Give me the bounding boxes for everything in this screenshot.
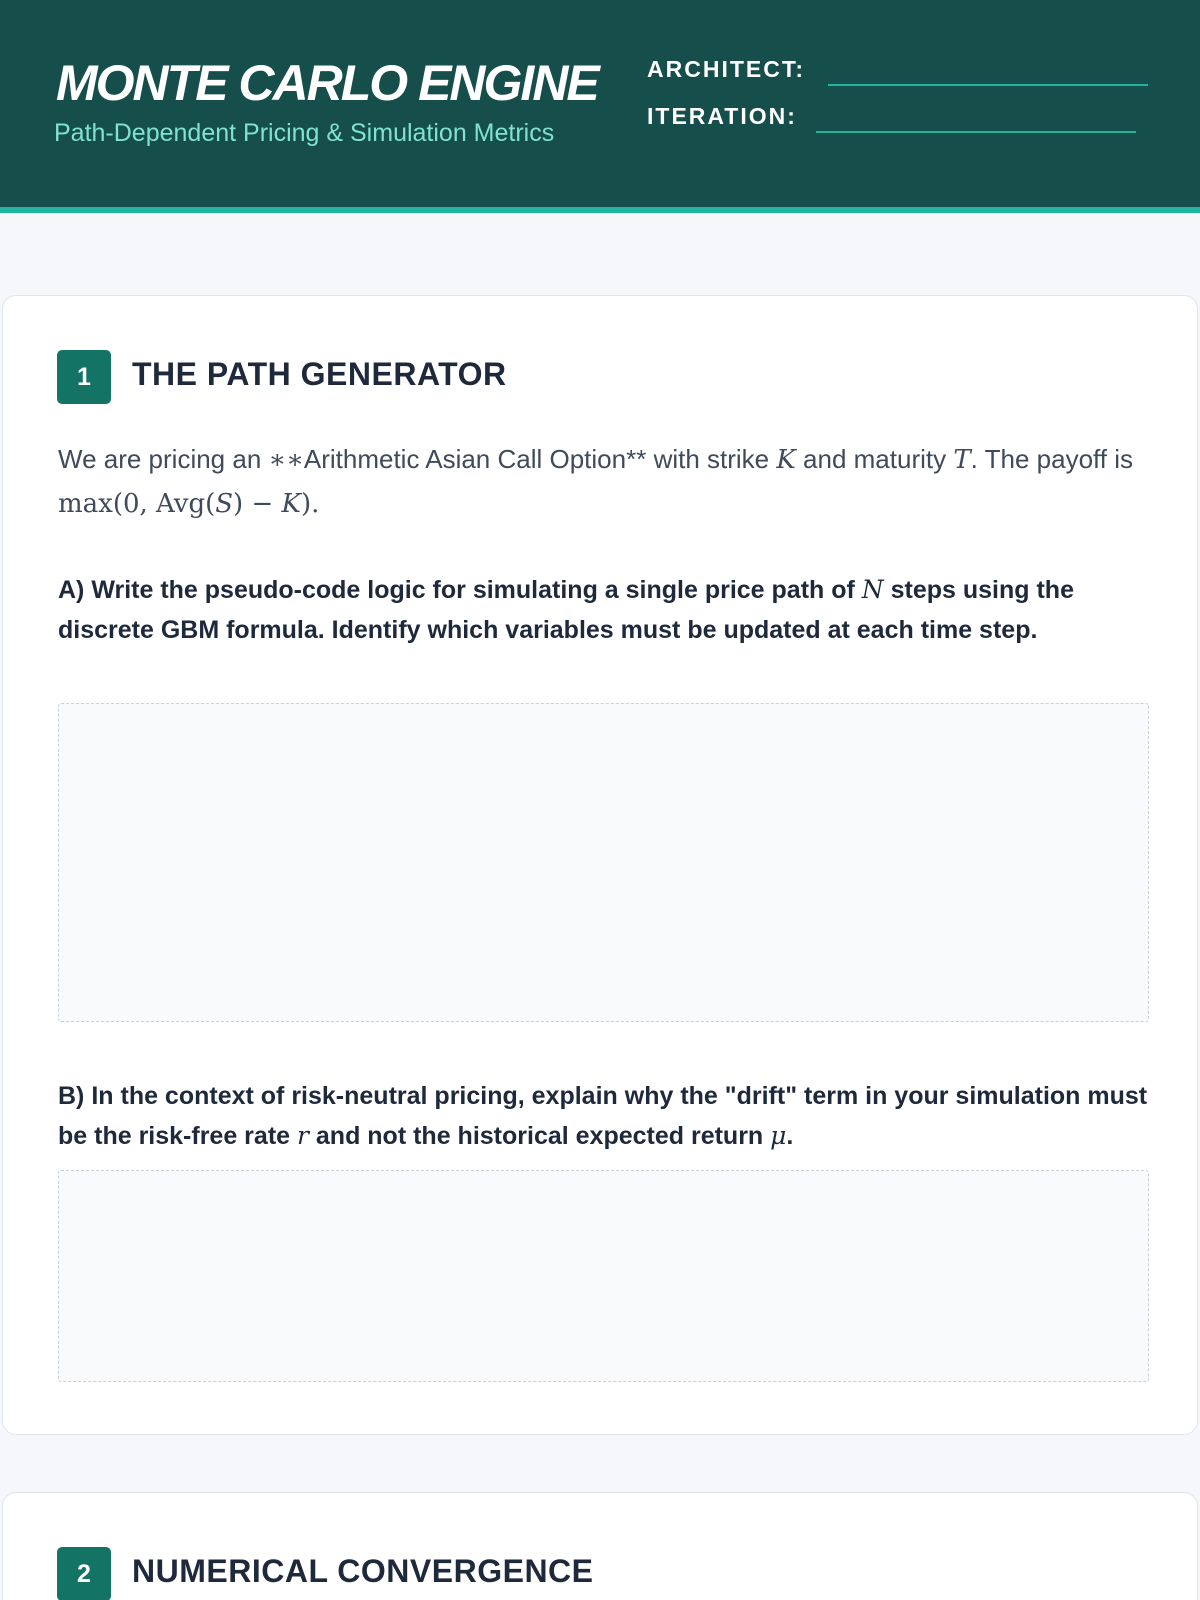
- page-header: [0, 0, 1200, 213]
- math-symbol: K: [776, 445, 796, 475]
- math-symbol: K: [281, 489, 301, 519]
- section-intro: [58, 438, 1148, 526]
- page-subtitle: Path-Dependent Pricing & Simulation Metrics: [54, 119, 555, 147]
- math-symbol: μ: [770, 1121, 787, 1150]
- architect-label: ARCHITECT:: [647, 56, 805, 82]
- page-title: MONTE CARLO ENGINE: [56, 55, 598, 111]
- architect-field[interactable]: [828, 84, 1148, 86]
- question-text: A) Write the pseudo-code logic for simulating a single price path of: [58, 576, 862, 604]
- math-symbol: r: [297, 1121, 309, 1150]
- section-card-2: [2, 1492, 1198, 1600]
- math-symbol: S: [215, 489, 234, 519]
- intro-text: and maturity: [795, 444, 954, 474]
- intro-text: We are pricing an: [58, 444, 269, 474]
- question-text: and not the historical expected return: [308, 1122, 771, 1150]
- payoff-formula: max(0, Avg(: [58, 489, 216, 519]
- section-card-1: [2, 295, 1198, 1435]
- iteration-field[interactable]: [816, 131, 1136, 133]
- payoff-formula: ) −: [233, 489, 282, 519]
- answer-box-a[interactable]: [58, 703, 1149, 1022]
- question-a: [58, 570, 1148, 650]
- section-title: THE PATH GENERATOR: [132, 356, 507, 392]
- question-text: .: [786, 1122, 794, 1150]
- section-number-badge: 2: [57, 1547, 111, 1600]
- iteration-label: ITERATION:: [647, 103, 797, 129]
- question-b: [58, 1076, 1148, 1156]
- question-text: steps using the discrete GBM formula. Identify which variables must be updated at each time step.: [58, 576, 1074, 644]
- section-number-badge: 1: [57, 350, 111, 404]
- math-symbol: N: [861, 575, 884, 604]
- payoff-formula: ).: [300, 489, 320, 519]
- intro-text: Arithmetic Asian Call Option** with strike: [303, 444, 777, 474]
- answer-box-b[interactable]: [58, 1170, 1149, 1382]
- intro-text: . The payoff is: [970, 444, 1134, 474]
- question-text: B) In the context of risk-neutral pricing, explain why the "drift" term in your simulation must be the risk-free rate: [58, 1082, 1148, 1150]
- math-symbol: T: [953, 445, 971, 475]
- intro-stars: ∗∗: [268, 445, 304, 475]
- section-title: NUMERICAL CONVERGENCE: [132, 1553, 594, 1589]
